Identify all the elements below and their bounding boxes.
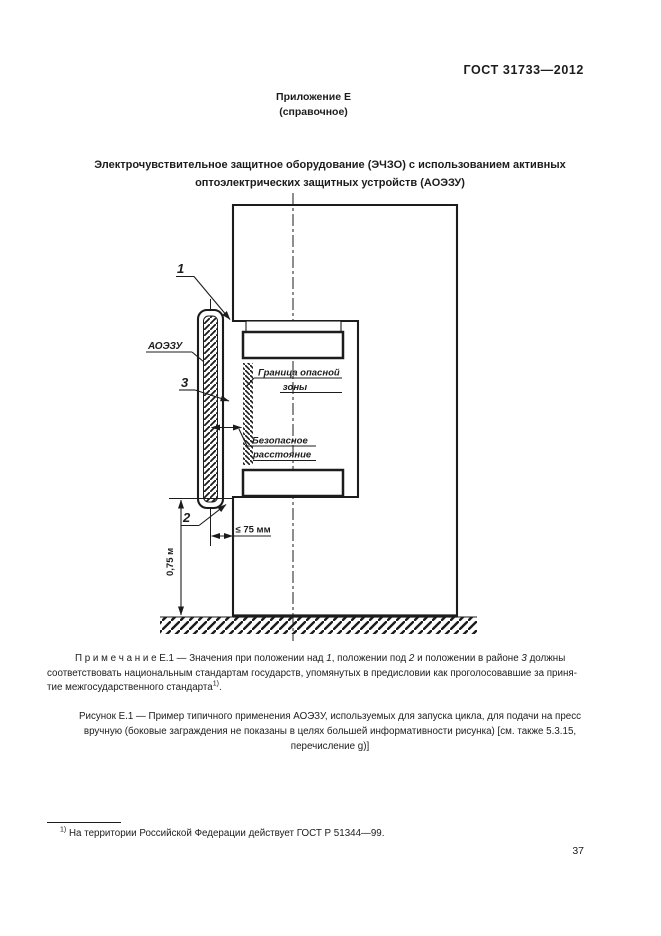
figure-caption [57, 709, 603, 754]
figure-e1-diagram [125, 186, 500, 655]
figure-caption-line2: вручную (боковые заграждения не показаны в целях большей информативности рисунка) [см. также 5.3.15, [83, 726, 577, 737]
page-number: 37 [572, 845, 584, 857]
light-curtain-hatch [204, 316, 218, 502]
footnote-marker: 1) [60, 826, 67, 834]
note-line1: П р и м е ч а н и е Е.1 — Значения при положении над 1, положении под 2 и положении в районе 3 должны [75, 653, 566, 664]
danger-zone-hatch [243, 363, 253, 465]
appendix-title: Приложение Е [276, 91, 351, 103]
footnote: $^{1)}$ На территории Российской Федерации действует ГОСТ Р 51344—99. [60, 826, 385, 839]
device-label: АОЭЗУ [148, 341, 183, 352]
note-line3: тие межгосударственного стандарта$^{1)}$. [47, 680, 222, 694]
press-table [243, 470, 343, 496]
figure-e1 [125, 186, 500, 655]
doc-number: ГОСТ 31733—2012 [463, 63, 584, 77]
callout-3: 3 [181, 375, 189, 390]
ram-bracket [246, 321, 341, 332]
callout-1: 1 [177, 261, 185, 276]
footnote-ref: 1) [212, 680, 219, 688]
press-body [233, 205, 457, 616]
press-ram [243, 332, 343, 358]
page-title-line2: оптоэлектрических защитных устройств (АОЭЗУ) [195, 177, 465, 189]
ground-hatch [160, 617, 477, 634]
note-line2: соответствовать национальным стандартам государств, упомянутых в предисловии как проголосовавшие за приня- [47, 667, 577, 679]
appendix-heading [0, 90, 627, 120]
page-title-line1: Электрочувствительное защитное оборудование (ЭЧЗО) с использованием активных [94, 159, 566, 171]
figure-caption-line1: Рисунок Е.1 — Пример типичного применения АОЭЗУ, используемых для запуска цикла, для подачи на пресс [78, 711, 582, 722]
dim-horizontal-label: ≤ 75 мм [235, 524, 271, 536]
danger-boundary-label-line1: Граница опасной [258, 367, 340, 379]
appendix-subtitle: (справочное) [279, 106, 348, 118]
callout-2: 2 [183, 510, 191, 525]
note-paragraph [47, 652, 584, 696]
safe-distance-label-line2: расстояние [253, 449, 312, 461]
danger-boundary-label-line2: зоны [282, 382, 308, 393]
footnote-rule [47, 822, 121, 823]
figure-caption-line3: перечисление g)] [290, 741, 370, 752]
safe-distance-label-line1: Безопасное [252, 435, 308, 447]
dim-vertical-label: 0,75 м [165, 547, 176, 576]
